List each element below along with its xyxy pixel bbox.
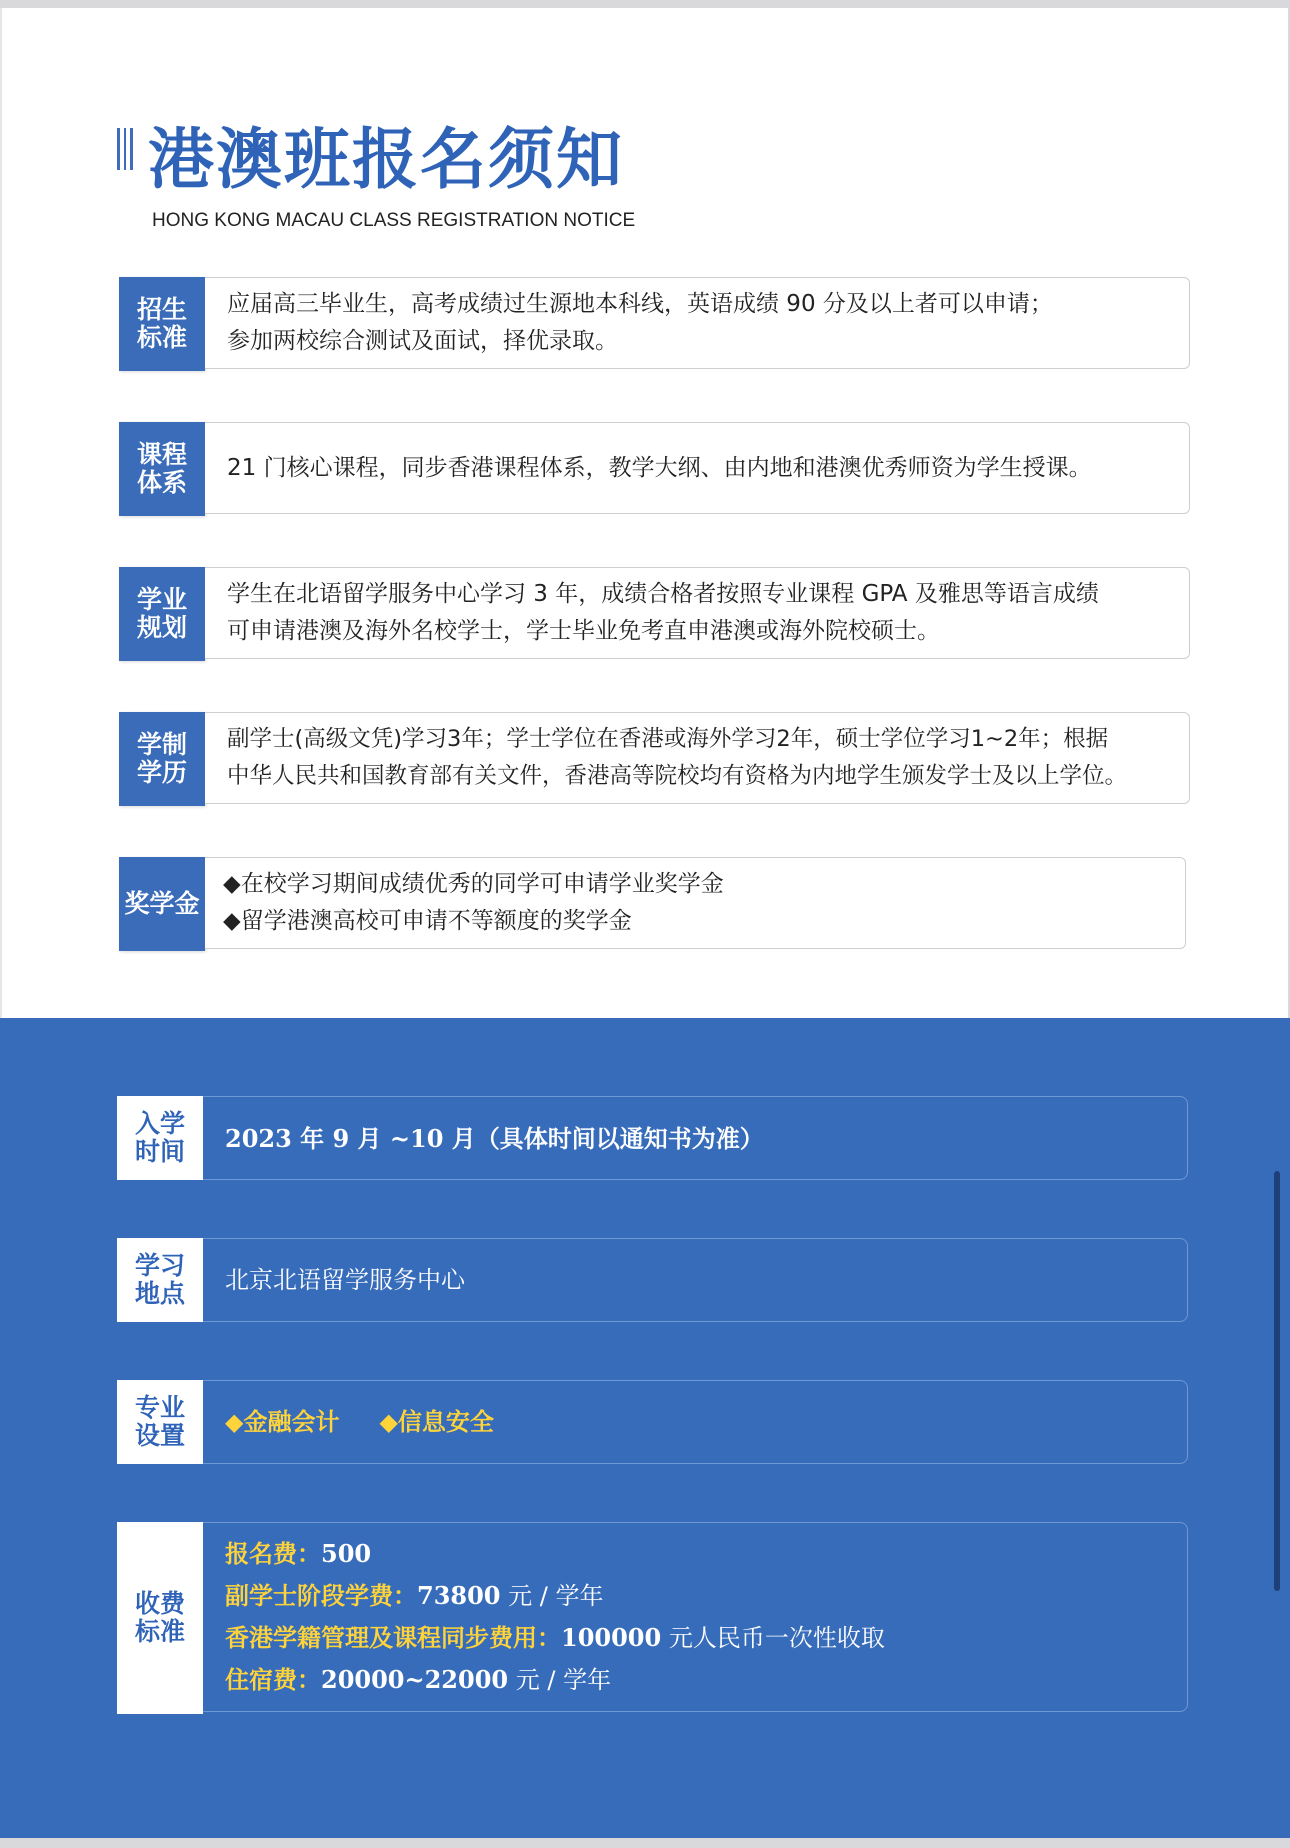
content-line: 中华人民共和国教育部有关文件，香港高等院校均有资格为内地学生颁发学士及以上学位。: [227, 763, 1128, 789]
section-label: 专业 设置: [117, 1380, 203, 1464]
content-line: 参加两校综合测试及面试，择优录取。: [227, 328, 618, 354]
content-line: ◆留学港澳高校可申请不等额度的奖学金: [223, 908, 632, 934]
section-label: 奖学金: [119, 857, 205, 951]
section-content: [205, 277, 1190, 369]
content-line: 副学士(高级文凭)学习3年；学士学位在香港或海外学习2年，硕士学位学习1~2年；根据: [227, 726, 1109, 752]
blue-info-panel: [0, 1018, 1290, 1838]
content-line: 21 门核心课程，同步香港课程体系，教学大纲、由内地和港澳优秀师资为学生授课。: [227, 454, 1092, 481]
fee-line: 住宿费：20000~22000 元 / 学年: [225, 1665, 612, 1694]
section-label: 学习 地点: [117, 1238, 203, 1322]
major-item: ◆信息安全: [379, 1407, 494, 1436]
enrollment-date: 2023 年 9 月 ~10 月（具体时间以通知书为准）: [225, 1123, 764, 1153]
section-label: 入学 时间: [117, 1096, 203, 1180]
page-title: 港澳班报名须知: [148, 121, 624, 198]
section-content: [205, 567, 1190, 659]
content-line: 应届高三毕业生，高考成绩过生源地本科线，英语成绩 90 分及以上者可以申请；: [227, 291, 1053, 317]
section-label: 学业 规划: [119, 567, 205, 661]
section-academic-plan: [119, 567, 1190, 661]
section-content: [203, 1380, 1188, 1464]
section-majors: [117, 1380, 1188, 1464]
section-content: [203, 1238, 1188, 1322]
location-text: 北京北语留学服务中心: [225, 1265, 465, 1294]
page-subtitle: HONG KONG MACAU CLASS REGISTRATION NOTICE: [152, 210, 636, 231]
section-content: [205, 422, 1190, 514]
scrollbar[interactable]: [1274, 1171, 1280, 1591]
section-label: 课程 体系: [119, 422, 205, 516]
page: [0, 8, 1290, 1838]
fee-line: 报名费：500: [225, 1539, 372, 1568]
section-label: 收费 标准: [117, 1522, 203, 1714]
fee-line: 副学士阶段学费：73800 元 / 学年: [225, 1581, 604, 1610]
content-line: 可申请港澳及海外名校学士，学士毕业免考直申港澳或海外院校硕士。: [227, 618, 940, 644]
section-study-location: [117, 1238, 1188, 1322]
section-degree-system: [119, 712, 1190, 806]
section-enrollment-time: [117, 1096, 1188, 1180]
section-fees: [117, 1522, 1188, 1714]
major-item: ◆金融会计: [225, 1407, 340, 1436]
content-line: 学生在北语留学服务中心学习 3 年，成绩合格者按照专业课程 GPA 及雅思等语言成绩: [227, 581, 1099, 607]
section-content: [205, 712, 1190, 804]
section-label: 学制 学历: [119, 712, 205, 806]
section-curriculum: [119, 422, 1190, 516]
majors-list: [225, 1404, 1167, 1441]
content-line: ◆在校学习期间成绩优秀的同学可申请学业奖学金: [223, 871, 724, 897]
section-content: [203, 1522, 1188, 1712]
fee-line: 香港学籍管理及课程同步费用：100000 元人民币一次性收取: [225, 1623, 885, 1652]
section-content: [205, 857, 1186, 949]
section-content: [203, 1096, 1188, 1180]
title-decoration-icon: [117, 128, 133, 170]
section-label: 招生 标准: [119, 277, 205, 371]
section-scholarship: [119, 857, 1186, 951]
section-admission-criteria: [119, 277, 1190, 371]
